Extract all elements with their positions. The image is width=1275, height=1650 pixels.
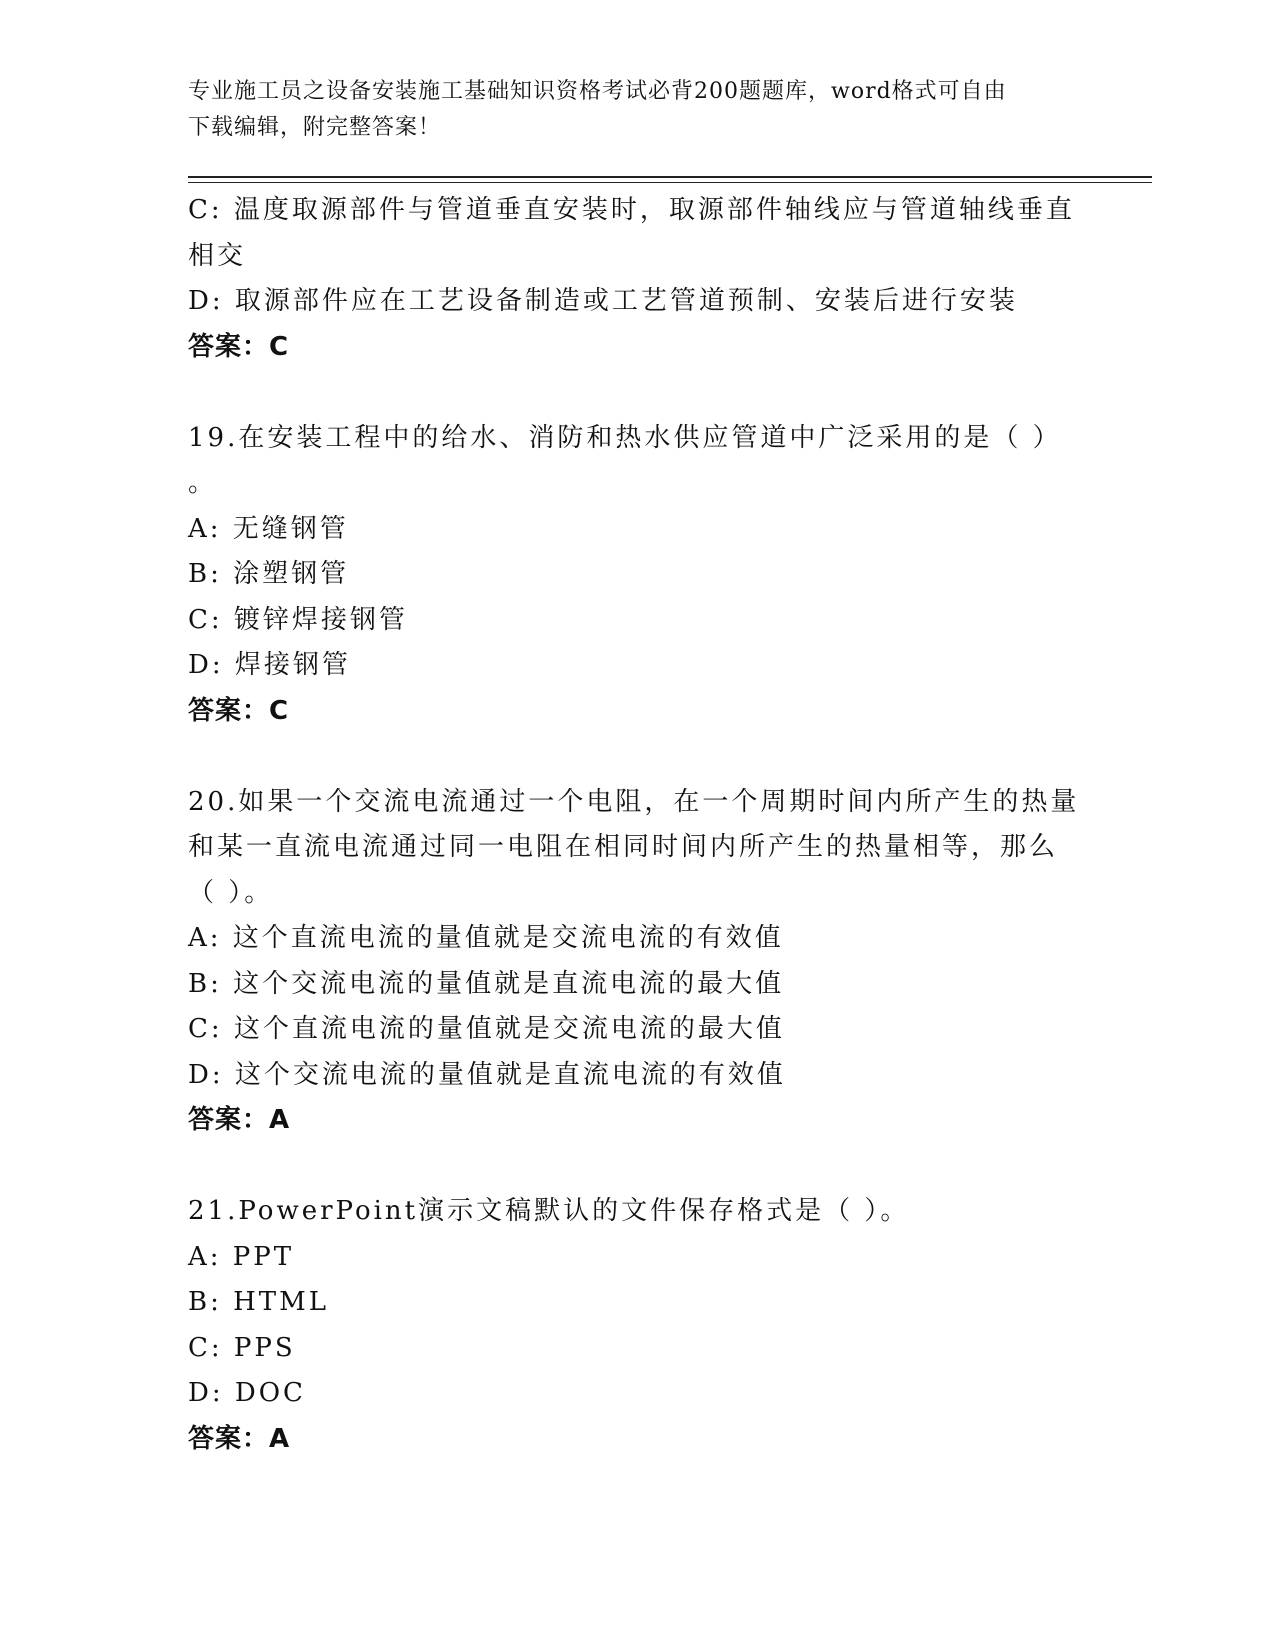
question-18-block — [188, 188, 1088, 370]
q19-question-line-2: 。 — [188, 468, 218, 498]
q20-answer: 答案：A — [188, 1105, 291, 1135]
q20-option-a: A: 这个直流电流的量值就是交流电流的有效值 — [188, 923, 784, 953]
q18-option-d: D: 取源部件应在工艺设备制造或工艺管道预制、安装后进行安装 — [188, 286, 1018, 316]
header-divider-thick — [188, 176, 1152, 178]
q20-option-d: D: 这个交流电流的量值就是直流电流的有效值 — [188, 1059, 786, 1090]
q20-question-line-2: 和某一直流电流通过同一电阻在相同时间内所产生的热量相等，那么 — [188, 832, 1059, 862]
document-body — [188, 188, 1088, 1462]
header-title-line-2: 下载编辑，附完整答案！ — [188, 115, 442, 140]
q19-option-c: C: 镀锌焊接钢管 — [188, 604, 408, 635]
q19-option-b: B: 涂塑钢管 — [188, 559, 350, 589]
q19-answer: 答案：C — [188, 695, 290, 726]
header-title-line-1: 专业施工员之设备安装施工基础知识资格考试必背200题题库，word格式可自由 — [188, 79, 1007, 104]
spacer — [188, 734, 1088, 780]
question-21-block — [188, 1189, 1088, 1462]
q18-option-c-line-2: 相交 — [188, 240, 247, 271]
spacer — [188, 1144, 1088, 1190]
q18-answer: 答案：C — [188, 331, 290, 362]
q21-option-d: D: DOC — [188, 1378, 306, 1408]
q21-answer: 答案：A — [188, 1423, 291, 1454]
q19-option-d: D: 焊接钢管 — [188, 650, 351, 680]
q21-option-a: A: PPT — [188, 1241, 295, 1272]
q21-option-b: B: HTML — [188, 1287, 330, 1317]
q20-question-line-1: 20.如果一个交流电流通过一个电阻，在一个周期时间内所产生的热量 — [188, 786, 1080, 817]
spacer — [188, 370, 1088, 416]
question-19-block — [188, 416, 1088, 735]
q21-option-c: C: PPS — [188, 1332, 296, 1363]
q19-option-a: A: 无缝钢管 — [188, 513, 349, 544]
q21-question-line-1: 21.PowerPoint演示文稿默认的文件保存格式是（ ）。 — [188, 1196, 910, 1226]
q19-question-line-1: 19.在安装工程中的给水、消防和热水供应管道中广泛采用的是（ ） — [188, 422, 1062, 453]
document-header — [188, 74, 1068, 146]
q18-option-c-line-1: C: 温度取源部件与管道垂直安装时，取源部件轴线应与管道轴线垂直 — [188, 195, 1075, 225]
question-20-block — [188, 780, 1088, 1144]
q20-option-c: C: 这个直流电流的量值就是交流电流的最大值 — [188, 1014, 785, 1044]
q20-option-b: B: 这个交流电流的量值就是直流电流的最大值 — [188, 968, 785, 999]
header-divider-thin — [188, 182, 1152, 183]
q20-question-line-3: （ ）。 — [188, 877, 274, 908]
